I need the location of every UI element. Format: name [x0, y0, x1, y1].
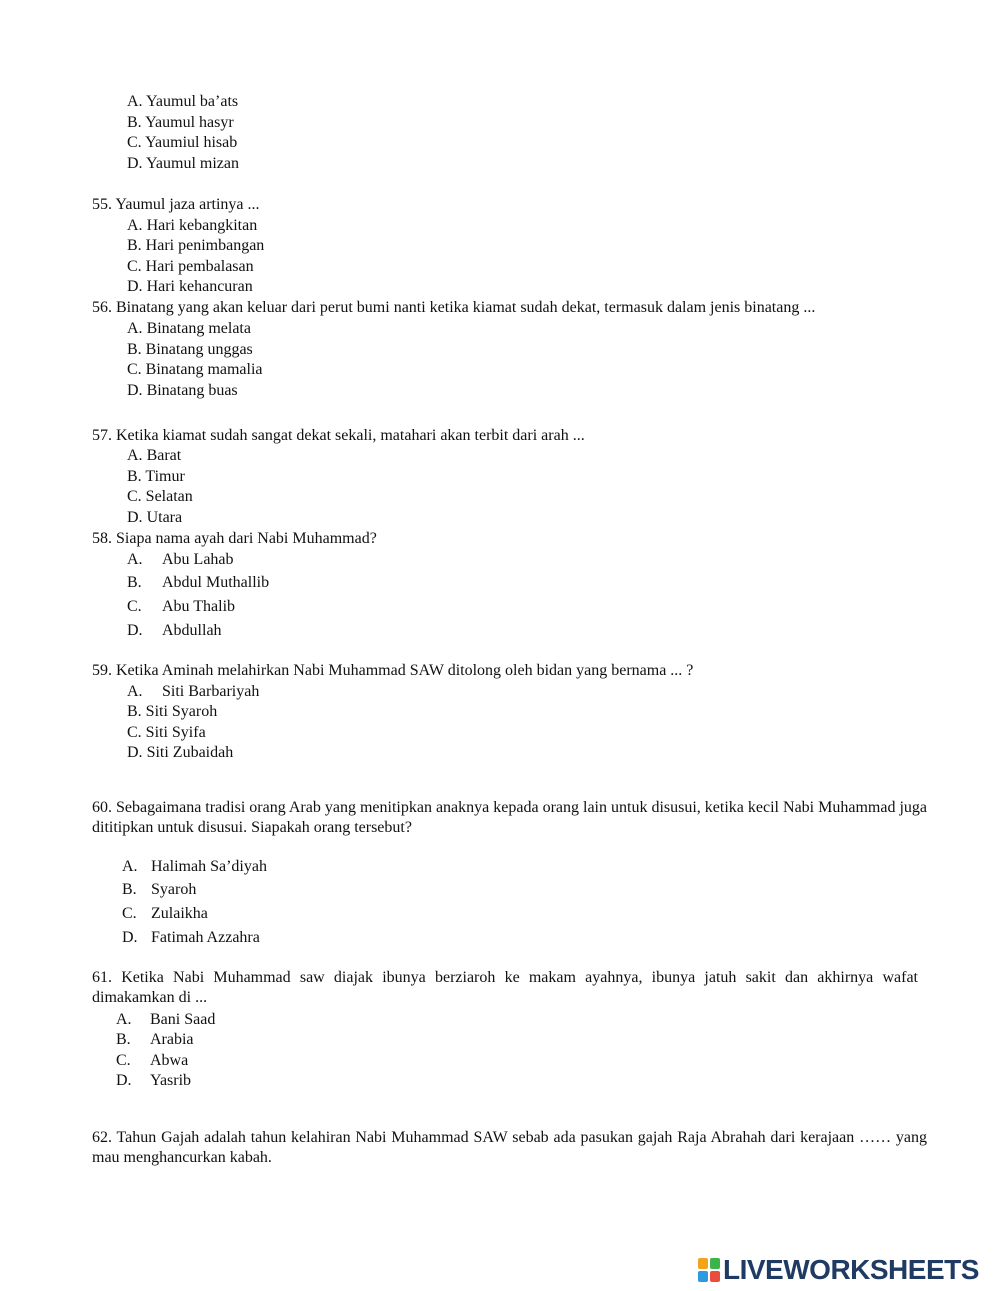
q58-option-a-text: Abu Lahab [162, 551, 234, 568]
logo-tile [710, 1271, 720, 1282]
q54-option-a: A. Yaumul ba’ats [127, 93, 239, 110]
q61-option-b-text: Arabia [150, 1031, 194, 1048]
q57-option-d: D. Utara [127, 509, 183, 526]
q61-option-c-letter: C. [116, 1052, 131, 1069]
q59-option-d: D. Siti Zubaidah [127, 744, 234, 761]
q54-option-d: D. Yaumul mizan [127, 155, 240, 172]
logo-text: LIVEWORKSHEETS [723, 1254, 979, 1285]
q59-option-c: C. Siti Syifa [127, 724, 206, 741]
question-55-text: 55. Yaumul jaza artinya ... [92, 196, 260, 213]
q61-option-d-text: Yasrib [150, 1072, 192, 1089]
q60-option-d-text: Fatimah Azzahra [151, 929, 260, 946]
question-62-text: 62. Tahun Gajah adalah tahun kelahiran Nabi Muhammad SAW sebab ada pasukan gajah Raja Abrahah dari kerajaan …… yang mau menghancurkan kabah. [92, 1129, 927, 1166]
q57-option-b: B. Timur [127, 468, 185, 485]
q56-option-c: C. Binatang mamalia [127, 361, 263, 378]
q60-option-c-text: Zulaikha [151, 905, 208, 922]
logo-tiles-icon [698, 1258, 720, 1282]
q60-option-b-text: Syaroh [151, 881, 197, 898]
q58-option-d-text: Abdullah [162, 622, 222, 639]
q58-option-a-letter: A. [127, 551, 143, 568]
q55-option-b: B. Hari penimbangan [127, 237, 265, 254]
q58-option-c-text: Abu Thalib [162, 598, 236, 615]
q56-option-d: D. Binatang buas [127, 382, 238, 399]
question-61-text: 61. Ketika Nabi Muhammad saw diajak ibunya berziaroh ke makam ayahnya, ibunya jatuh sakit dan akhirnya wafat dimakamkan di ... [92, 969, 918, 1006]
q60-option-b-letter: B. [122, 881, 137, 898]
q58-option-c-letter: C. [127, 598, 142, 615]
q55-option-c: C. Hari pembalasan [127, 258, 254, 275]
q60-option-c-letter: C. [122, 905, 137, 922]
q58-option-d-letter: D. [127, 622, 143, 639]
question-60-text: 60. Sebagaimana tradisi orang Arab yang menitipkan anaknya kepada orang lain untuk disusui, ketika kecil Nabi Muhammad juga dititipkan untuk disusui. Siapakah orang tersebut? [92, 799, 927, 836]
q57-option-c: C. Selatan [127, 488, 193, 505]
q59-option-a-letter: A. [127, 683, 143, 700]
q61-option-a-text: Bani Saad [150, 1011, 216, 1028]
q61-option-b-letter: B. [116, 1031, 131, 1048]
q56-option-b: B. Binatang unggas [127, 341, 253, 358]
q57-option-a: A. Barat [127, 447, 182, 464]
q61-option-a-letter: A. [116, 1011, 132, 1028]
q60-option-a-letter: A. [122, 858, 138, 875]
question-56-text: 56. Binatang yang akan keluar dari perut bumi nanti ketika kiamat sudah dekat, termasuk dalam jenis binatang ... [92, 299, 816, 316]
q58-option-b-letter: B. [127, 574, 142, 591]
question-58-text: 58. Siapa nama ayah dari Nabi Muhammad? [92, 530, 377, 547]
q61-option-d-letter: D. [116, 1072, 132, 1089]
q55-option-d: D. Hari kehancuran [127, 278, 253, 295]
liveworksheets-logo [698, 1256, 998, 1284]
logo-tile [698, 1258, 708, 1269]
q59-option-b: B. Siti Syaroh [127, 703, 218, 720]
q58-option-b-text: Abdul Muthallib [162, 574, 270, 591]
q56-option-a: A. Binatang melata [127, 320, 251, 337]
q59-option-a-text: Siti Barbariyah [162, 683, 260, 700]
q61-option-c-text: Abwa [150, 1052, 189, 1069]
logo-tile [698, 1271, 708, 1282]
q54-option-c: C. Yaumiul hisab [127, 134, 238, 151]
q60-option-a-text: Halimah Sa’diyah [151, 858, 267, 875]
q60-option-d-letter: D. [122, 929, 138, 946]
question-57-text: 57. Ketika kiamat sudah sangat dekat sekali, matahari akan terbit dari arah ... [92, 427, 585, 444]
question-59-text: 59. Ketika Aminah melahirkan Nabi Muhammad SAW ditolong oleh bidan yang bernama ... ? [92, 662, 694, 679]
q55-option-a: A. Hari kebangkitan [127, 217, 258, 234]
logo-tile [710, 1258, 720, 1269]
q54-option-b: B. Yaumul hasyr [127, 114, 234, 131]
